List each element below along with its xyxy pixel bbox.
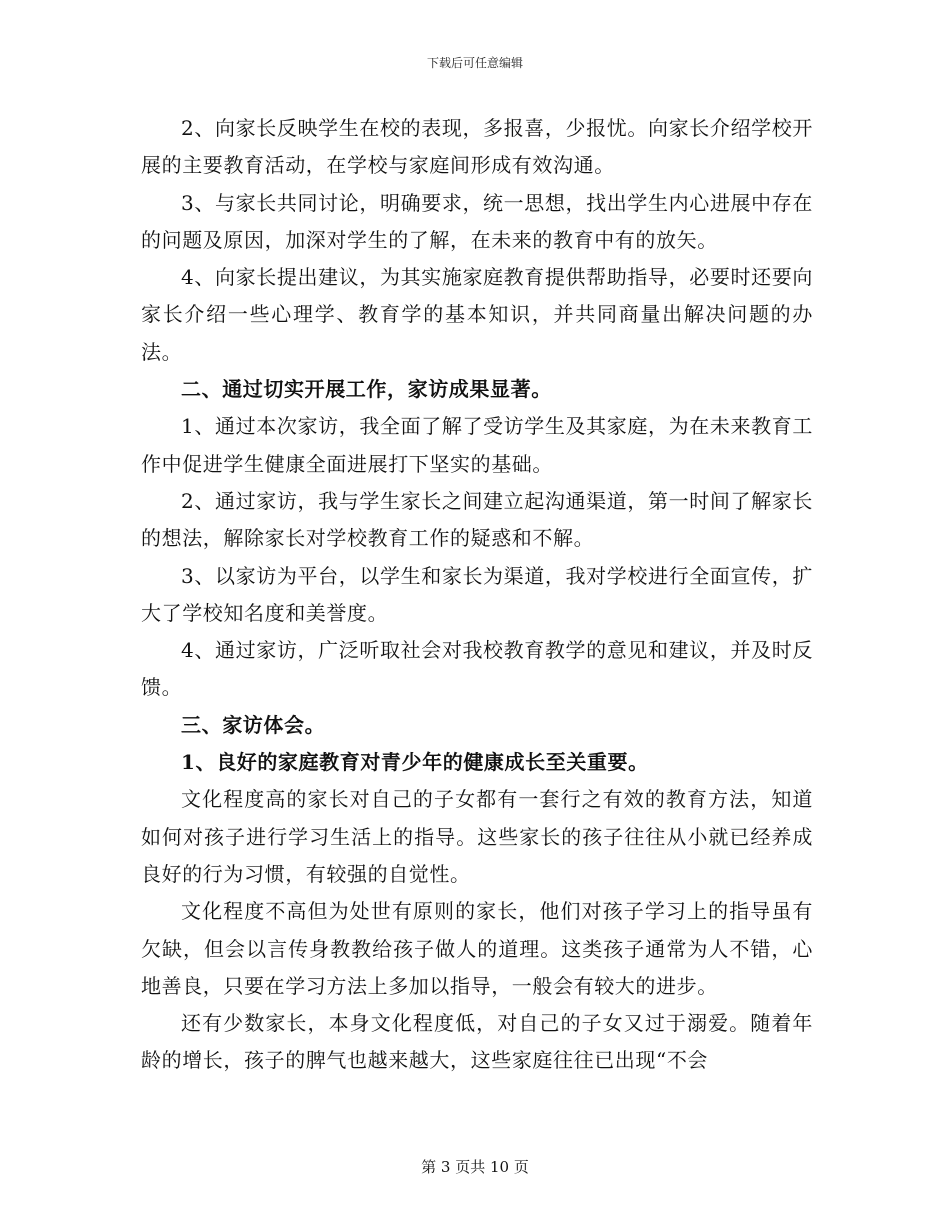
page-header: 下载后可任意编辑	[426, 56, 523, 70]
paragraph-7: 4、通过家访，广泛听取社会对我校教育教学的意见和建议，并及时反馈。	[141, 638, 813, 700]
subsection-heading-1: 1、良好的家庭教育对青少年的健康成长至关重要。	[181, 750, 649, 775]
section-heading-2: 二、通过切实开展工作，家访成果显著。	[181, 377, 552, 402]
paragraph-4: 1、通过本次家访，我全面了解了受访学生及其家庭，为在未来教育工作中促进学生健康全面进展打下坚实的基础。	[141, 414, 813, 476]
paragraph-5: 2、通过家访，我与学生家长之间建立起沟通渠道，第一时间了解家长的想法，解除家长对学校教育工作的疑惑和不解。	[141, 488, 813, 551]
paragraph-10: 还有少数家长，本身文化程度低，对自己的子女又过于溺爱。随着年龄的增长，孩子的脾气也越来越大，这些家庭往往已出现“不会	[141, 1011, 813, 1073]
paragraph-3: 4、向家长提出建议，为其实施家庭教育提供帮助指导，必要时还要向家长介绍一些心理学、教育学的基本知识，并共同商量出解决问题的办法。	[141, 265, 813, 364]
paragraph-9: 文化程度不高但为处世有原则的家长，他们对孩子学习上的指导虽有欠缺，但会以言传身教教给孩子做人的道理。这类孩子通常为人不错，心地善良，只要在学习方法上多加以指导，一般会有较大的进步。	[141, 899, 813, 998]
section-heading-3: 三、家访体会。	[181, 712, 326, 737]
paragraph-2: 3、与家长共同讨论，明确要求，统一思想，找出学生内心进展中存在的问题及原因，加深对学生的了解，在未来的教育中有的放矢。	[141, 190, 813, 252]
page-number: 第 3 页共 10 页	[421, 1158, 529, 1176]
paragraph-1: 2、向家长反映学生在校的表现，多报喜，少报忧。向家长介绍学校开展的主要教育活动，在学校与家庭间形成有效沟通。	[141, 116, 813, 178]
document-body	[141, 110, 813, 1080]
paragraph-8: 文化程度高的家长对自己的子女都有一套行之有效的教育方法，知道如何对孩子进行学习生活上的指导。这些家长的孩子往往从小就已经养成良好的行为习惯，有较强的自觉性。	[141, 787, 813, 886]
paragraph-6: 3、以家访为平台，以学生和家长为渠道，我对学校进行全面宣传，扩大了学校知名度和美誉度。	[141, 563, 813, 625]
